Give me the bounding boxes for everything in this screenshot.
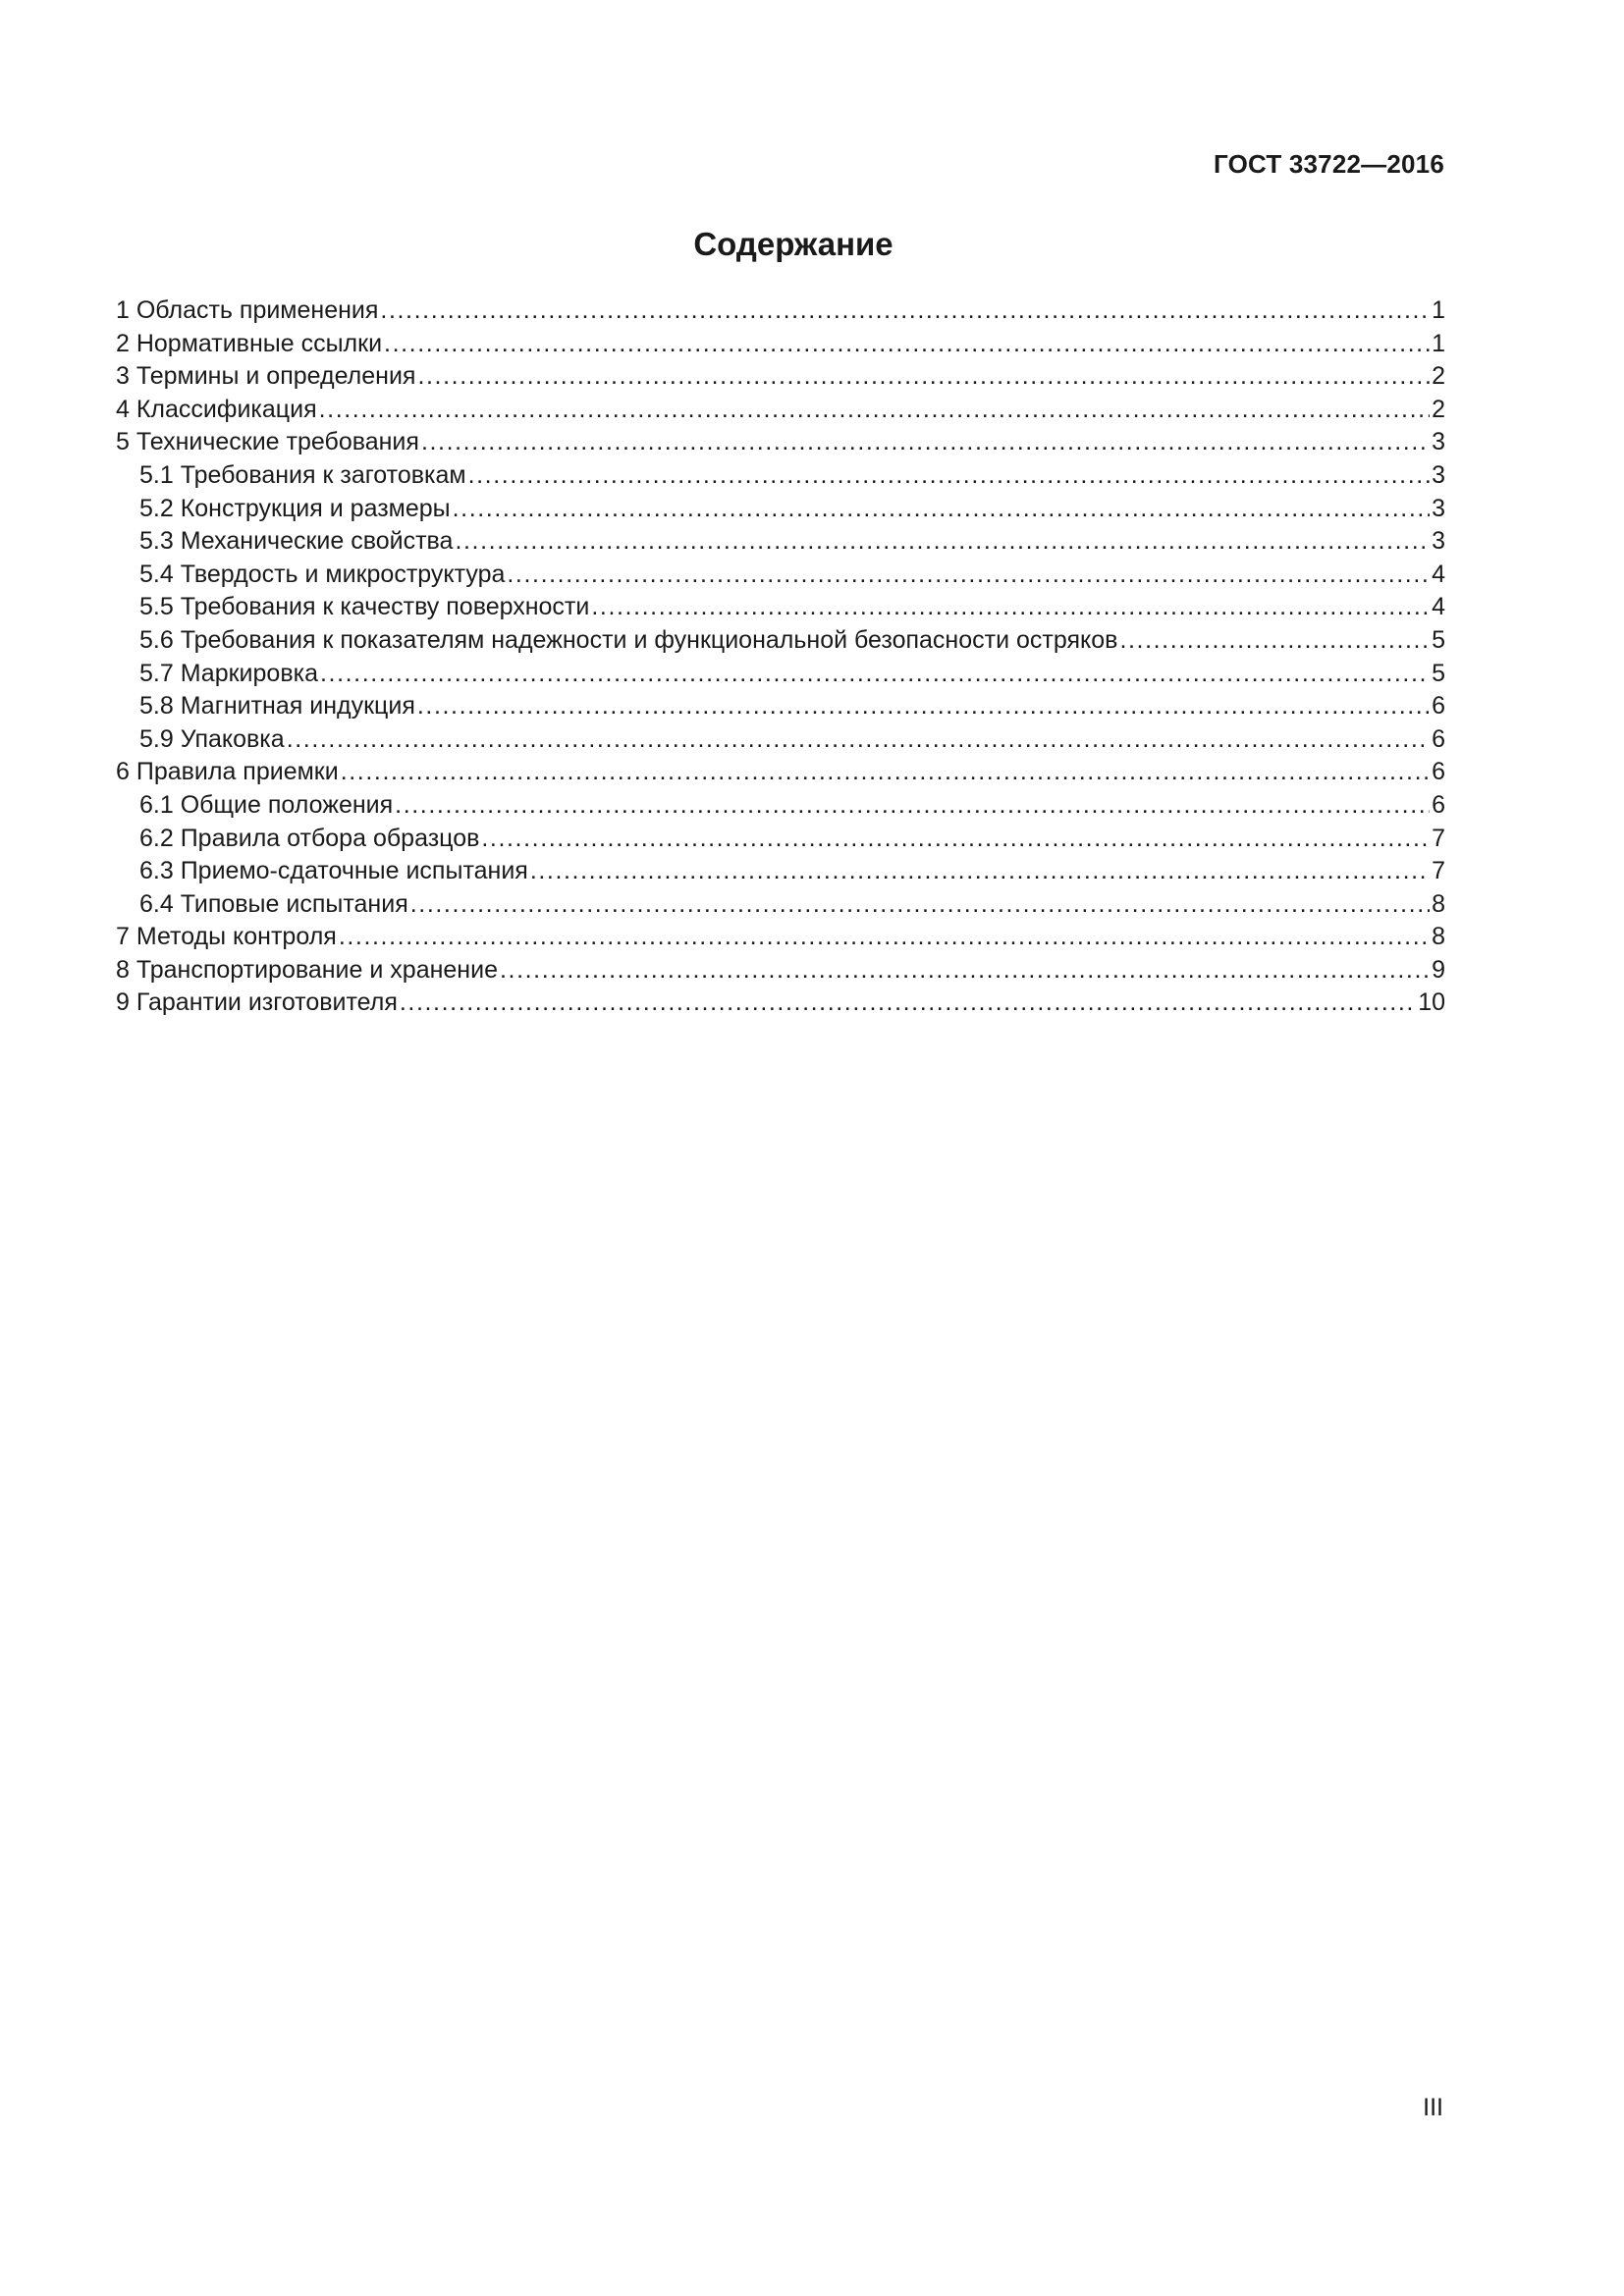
toc-entry-page: 3 [1432, 460, 1445, 489]
toc-entry-label: 5.5 Требования к качеству поверхности [139, 593, 590, 621]
toc-entry-label: 6.2 Правила отбора образцов [139, 824, 480, 852]
toc-entry-page: 3 [1432, 428, 1445, 456]
toc-entry-label: 5.7 Маркировка [139, 659, 318, 687]
toc-leader-dots [319, 394, 1430, 427]
toc-entry[interactable] [116, 360, 1445, 394]
toc-entry-label: 5 Технические требования [116, 428, 419, 456]
toc-entry-page: 2 [1432, 362, 1445, 391]
toc-entry-label: 8 Транспортирование и хранение [116, 955, 498, 984]
toc-entry-page: 5 [1432, 625, 1445, 654]
toc-entry[interactable] [116, 493, 1445, 526]
toc-entry-label: 4 Классификация [116, 395, 317, 423]
toc-entry-label: 1 Область применения [116, 296, 379, 324]
toc-entry-page: 4 [1432, 560, 1445, 588]
toc-entry-page: 3 [1432, 494, 1445, 522]
toc-entry-label: 5.9 Упаковка [139, 724, 285, 753]
toc-entry-page: 6 [1432, 758, 1445, 786]
toc-entry-label: 6.1 Общие положения [139, 790, 394, 819]
toc-entry-label: 5.3 Механические свойства [139, 527, 454, 556]
toc-entry-page: 10 [1418, 988, 1445, 1017]
toc-entry[interactable] [116, 723, 1445, 757]
toc-entry-label: 5.4 Твердость и микроструктура [139, 560, 506, 588]
toc-entry-page: 2 [1432, 395, 1445, 423]
toc-entry[interactable] [116, 954, 1445, 988]
toc-entry-label: 6.3 Приемо-сдаточные испытания [139, 857, 528, 885]
toc-entry-page: 4 [1432, 593, 1445, 621]
toc-title: Содержание [693, 226, 893, 262]
toc-entry-label: 5.2 Конструкция и размеры [139, 494, 451, 522]
toc-entry-page: 3 [1432, 527, 1445, 556]
toc-entry-label: 6.4 Типовые испытания [139, 889, 408, 918]
toc-entry[interactable] [116, 756, 1445, 789]
document-code: ГОСТ 33722—2016 [1214, 149, 1444, 179]
toc-entry[interactable] [116, 658, 1445, 691]
toc-leader-dots [380, 294, 1430, 328]
toc-entry[interactable] [116, 921, 1445, 954]
toc-entry[interactable] [116, 591, 1445, 624]
toc-entry[interactable] [116, 294, 1445, 328]
toc-entry-label: 5.8 Магнитная индукция [139, 692, 415, 721]
toc-entry-label: 6 Правила приемки [116, 758, 339, 786]
toc-leader-dots [453, 493, 1430, 526]
toc-entry[interactable] [116, 987, 1445, 1020]
toc-leader-dots [341, 756, 1430, 789]
toc-leader-dots [481, 823, 1430, 856]
toc-entry[interactable] [116, 789, 1445, 823]
toc-entry[interactable] [116, 328, 1445, 361]
toc-entry-page: 1 [1432, 296, 1445, 324]
toc-leader-dots [500, 954, 1430, 988]
toc-entry-page: 7 [1432, 824, 1445, 852]
toc-leader-dots [421, 426, 1430, 459]
toc-leader-dots [339, 921, 1430, 954]
toc-leader-dots [287, 723, 1430, 757]
toc-entry-page: 5 [1432, 659, 1445, 687]
toc-entry-label: 5.6 Требования к показателям надежности и функциональной безопасности остряков [139, 625, 1118, 654]
toc-leader-dots [455, 525, 1430, 559]
toc-leader-dots [395, 789, 1430, 823]
toc-entry[interactable] [116, 394, 1445, 427]
page-number: III [1423, 2094, 1443, 2121]
toc-leader-dots [410, 888, 1430, 922]
toc-leader-dots [591, 591, 1430, 624]
toc-leader-dots [320, 658, 1430, 691]
toc-entry-page: 9 [1432, 955, 1445, 984]
toc-entry-page: 6 [1432, 692, 1445, 721]
toc-leader-dots [384, 328, 1430, 361]
toc-leader-dots [400, 987, 1416, 1020]
toc-entry[interactable] [116, 426, 1445, 459]
toc-leader-dots [417, 360, 1430, 394]
toc-entry-page: 1 [1432, 329, 1445, 357]
toc-entry[interactable] [116, 459, 1445, 493]
toc-entry[interactable] [116, 855, 1445, 888]
toc-entry[interactable] [116, 624, 1445, 658]
toc-entry-page: 8 [1432, 889, 1445, 918]
toc-entry-label: 3 Термины и определения [116, 362, 416, 391]
toc-entry-page: 8 [1432, 923, 1445, 951]
toc-entry-page: 7 [1432, 857, 1445, 885]
toc-entry-label: 2 Нормативные ссылки [116, 329, 383, 357]
toc-entry-label: 7 Методы контроля [116, 923, 337, 951]
toc-entry[interactable] [116, 525, 1445, 559]
toc-entry-page: 6 [1432, 790, 1445, 819]
toc-entry-page: 6 [1432, 724, 1445, 753]
toc-entry[interactable] [116, 888, 1445, 922]
toc-entry[interactable] [116, 690, 1445, 723]
table-of-contents [116, 294, 1445, 1020]
toc-entry-label: 9 Гарантии изготовителя [116, 988, 398, 1017]
toc-entry[interactable] [116, 823, 1445, 856]
toc-entry[interactable] [116, 559, 1445, 592]
toc-leader-dots [1119, 624, 1430, 658]
toc-leader-dots [507, 559, 1430, 592]
toc-leader-dots [468, 459, 1431, 493]
toc-leader-dots [530, 855, 1430, 888]
toc-leader-dots [417, 690, 1430, 723]
toc-entry-label: 5.1 Требования к заготовкам [139, 460, 466, 489]
